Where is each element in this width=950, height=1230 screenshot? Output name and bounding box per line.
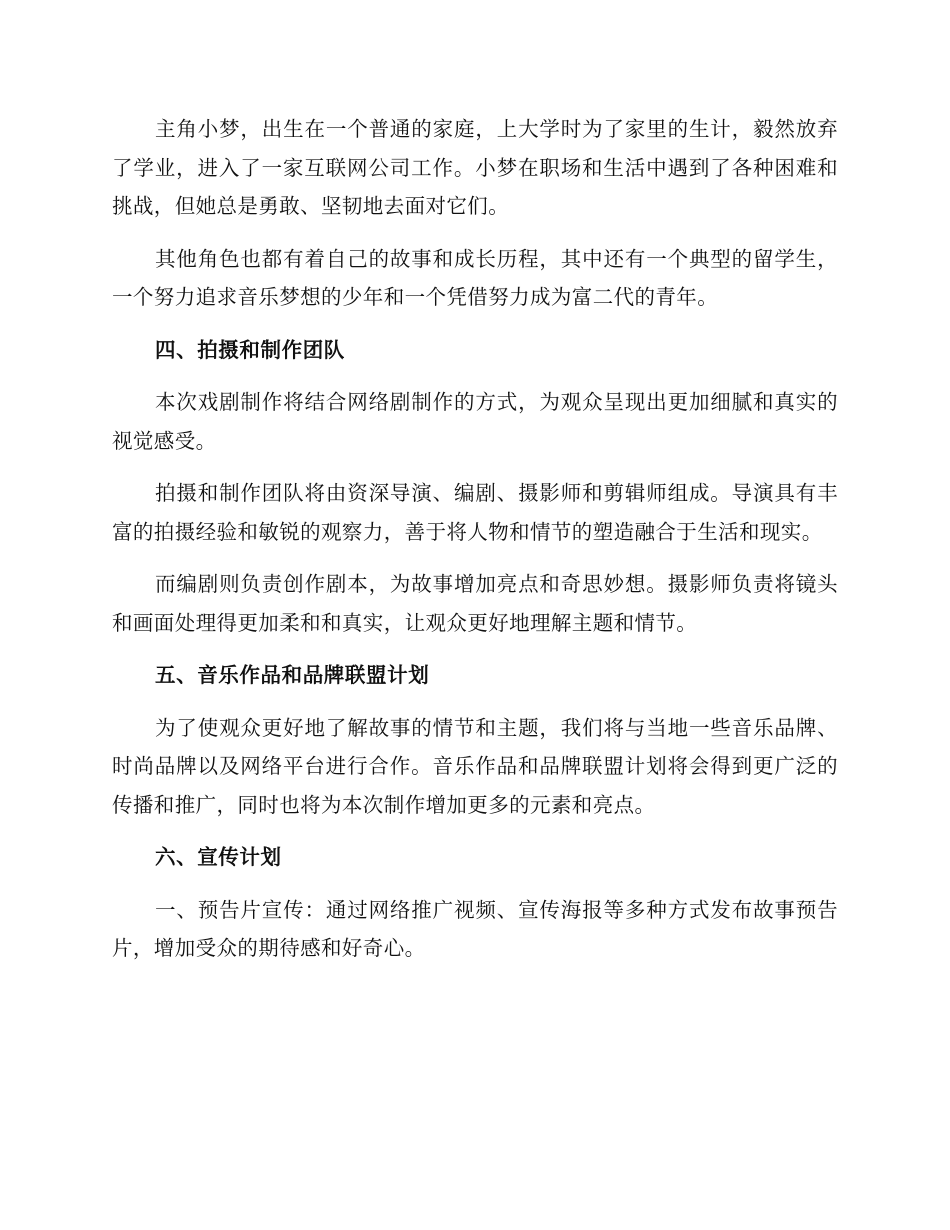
paragraph-screenwriter-photographer: 而编剧则负责创作剧本，为故事增加亮点和奇思妙想。摄影师负责将镜头和画面处理得更加柔和和真实，让观众更好地理解主题和情节。	[112, 572, 838, 635]
paragraph-other-characters: 其他角色也都有着自己的故事和成长历程，其中还有一个典型的留学生，一个努力追求音乐梦想的少年和一个凭借努力成为富二代的青年。	[112, 246, 838, 309]
heading-production-team: 四、拍摄和制作团队	[155, 337, 345, 362]
heading-promotion-plan: 六、宣传计划	[155, 845, 282, 869]
paragraph-trailer-promotion: 一、预告片宣传：通过网络推广视频、宣传海报等多种方式发布故事预告片，增加受众的期待感和好奇心。	[112, 897, 838, 960]
paragraph-team-composition: 拍摄和制作团队将由资深导演、编剧、摄影师和剪辑师组成。导演具有丰富的拍摄经验和敏锐的观察力，善于将人物和情节的塑造融合于生活和现实。	[112, 481, 838, 544]
paragraph-brand-alliance: 为了使观众更好地了解故事的情节和主题，我们将与当地一些音乐品牌、时尚品牌以及网络平台进行合作。音乐作品和品牌联盟计划将会得到更广泛的传播和推广，同时也将为本次制作增加更多的元素和亮点。	[112, 715, 838, 817]
paragraph-protagonist: 主角小梦，出生在一个普通的家庭，上大学时为了家里的生计，毅然放弃了学业，进入了一家互联网公司工作。小梦在职场和生活中遇到了各种困难和挑战，但她总是勇敢、坚韧地去面对它们。	[112, 117, 838, 218]
heading-music-brand-alliance: 五、音乐作品和品牌联盟计划	[155, 663, 430, 687]
document-body	[112, 110, 838, 982]
paragraph-production-method: 本次戏剧制作将结合网络剧制作的方式，为观众呈现出更加细腻和真实的视觉感受。	[112, 390, 838, 453]
